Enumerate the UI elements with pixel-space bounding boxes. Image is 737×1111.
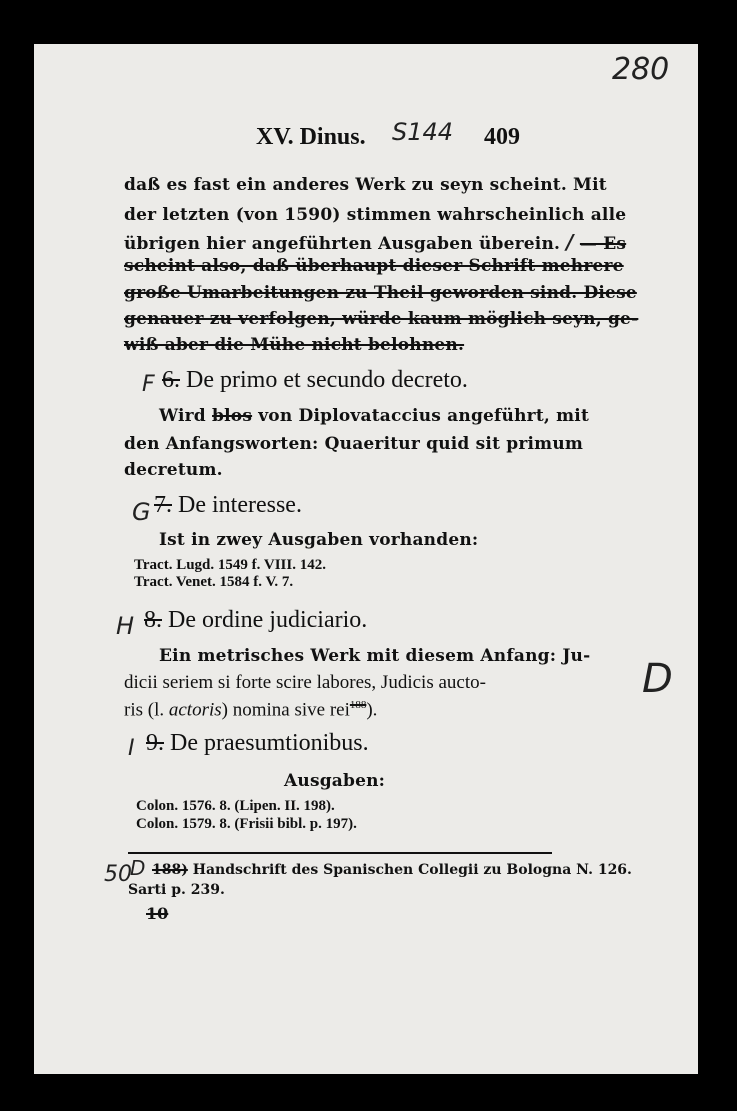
section8-line3 xyxy=(124,699,737,721)
section6-line1-b: von Diplovataccius angeführt, mit xyxy=(258,406,590,426)
section7-title: De interesse. xyxy=(178,492,302,518)
section7-intro: Ist in zwey Ausgaben vorhanden: xyxy=(159,530,479,550)
section6-title: De primo et secundo decreto. xyxy=(186,367,468,393)
para1-line6: genauer zu verfolgen, würde kaum möglich seyn, ge- xyxy=(124,309,639,329)
footnote-ref: 188 xyxy=(349,699,367,711)
section9-edition-1: Colon. 1576. 8. (Lipen. II. 198). xyxy=(136,798,335,814)
margin-letter-6: F xyxy=(142,372,155,397)
footnote-text: Handschrift des Spanischen Collegii zu Bologna N. 126. xyxy=(192,862,632,878)
section8-line1: Ein metrisches Werk mit diesem Anfang: Ju- xyxy=(159,646,591,666)
section9-subhead: Ausgaben: xyxy=(284,771,386,791)
para1-line4: scheint also, daß überhaupt dieser Schrift mehrere xyxy=(124,256,624,276)
section8-line3-b: ) nomina sive rei xyxy=(221,699,350,721)
section7-heading xyxy=(154,492,737,519)
margin-footnote-mark: D xyxy=(130,856,146,880)
section6-number: 6. xyxy=(162,367,180,393)
struck-page-number: 10 xyxy=(146,904,169,923)
para1-line5: große Umarbeitungen zu Theil geworden sind. Diese xyxy=(124,283,637,303)
section9-heading xyxy=(146,730,737,757)
corner-page-number: 280 xyxy=(612,52,670,87)
section9-title: De praesumtionibus. xyxy=(170,730,369,756)
section7-number: 7. xyxy=(154,492,172,518)
section7-edition-2: Tract. Venet. 1584 f. V. 7. xyxy=(134,574,294,590)
section8-number: 8. xyxy=(144,607,162,633)
section9-edition-2: Colon. 1579. 8. (Frisii bibl. p. 197). xyxy=(136,816,357,832)
section6-line1-a: Wird xyxy=(159,406,206,426)
footnote-rule xyxy=(128,852,552,854)
section6-line1-struck: blos xyxy=(212,406,253,426)
running-title: XV. Dinus. xyxy=(256,124,366,150)
para1-line7: wiß aber die Mühe nicht belohnen. xyxy=(124,335,465,355)
margin-letter-9: I xyxy=(128,736,135,761)
book-page xyxy=(34,44,698,1074)
pencil-insert-mark: / xyxy=(566,230,574,254)
para1-line3-struck: — Es xyxy=(579,234,627,254)
section8-heading xyxy=(144,607,737,634)
section6-heading xyxy=(162,367,737,394)
section6-line1 xyxy=(159,406,737,426)
para1-line3 xyxy=(124,230,737,254)
para1-line3-text: übrigen hier angeführten Ausgaben überein. xyxy=(124,234,561,254)
pencil-shelfmark: S144 xyxy=(392,118,454,146)
section7-edition-1: Tract. Lugd. 1549 f. VIII. 142. xyxy=(134,557,326,573)
margin-letter-7: G xyxy=(132,498,151,526)
section8-line2: dicii seriem si forte scire labores, Judicis auctо- xyxy=(124,672,486,693)
margin-letter-8: H xyxy=(116,612,135,640)
section8-title: De ordine judiciario. xyxy=(168,607,368,633)
section8-line3-a: ris (l. xyxy=(124,699,165,721)
footnote-number: 188) xyxy=(152,862,188,878)
para1-line2: der letzten (von 1590) stimmen wahrscheinlich alle xyxy=(124,205,627,225)
section6-line3: decretum. xyxy=(124,460,223,480)
footnote-number-mark: 50 xyxy=(104,862,132,887)
footnote-line1 xyxy=(152,862,737,878)
para1-line1: daß es fast ein anderes Werk zu seyn scheint. Mit xyxy=(124,175,607,195)
section8-line3-italic: actoris xyxy=(168,699,222,721)
section6-line2: den Anfangsworten: Quaeritur quid sit primum xyxy=(124,434,584,454)
section9-number: 9. xyxy=(146,730,164,756)
right-margin-mark: D xyxy=(642,656,673,702)
footnote-line2: Sarti p. 239. xyxy=(128,882,225,898)
page-number: 409 xyxy=(484,124,520,150)
section8-line3-c: ). xyxy=(366,699,378,721)
